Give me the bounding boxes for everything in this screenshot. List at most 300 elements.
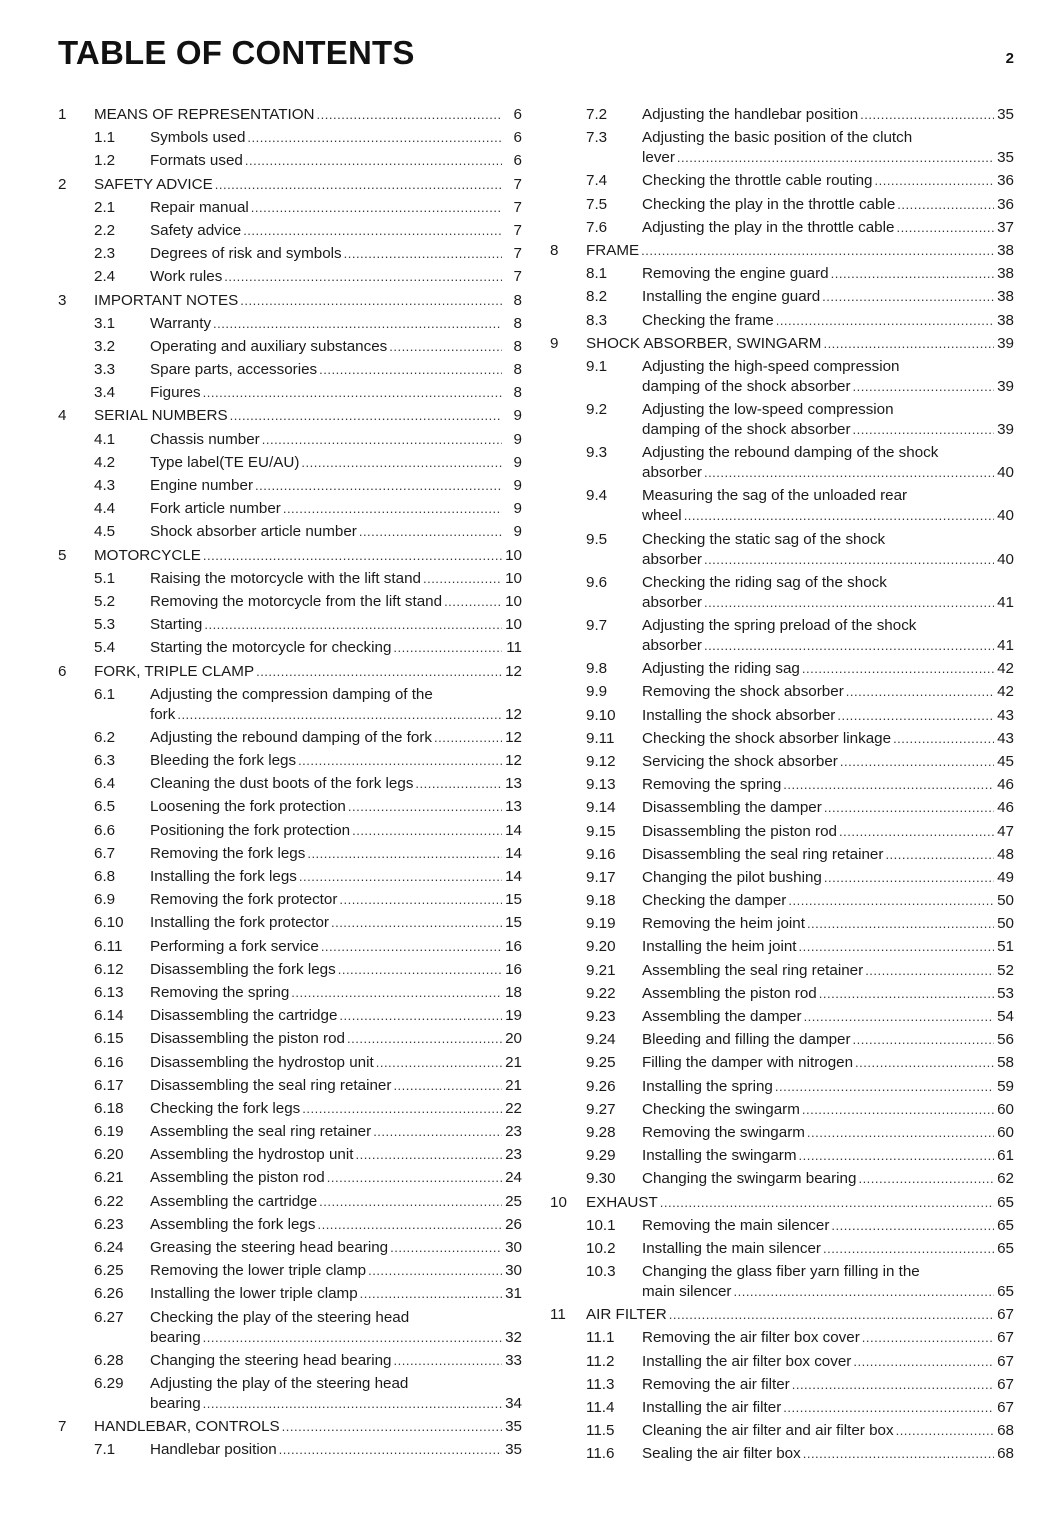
toc-entry-title: Adjusting the high-speed compression bbox=[642, 357, 900, 375]
toc-section[interactable] bbox=[550, 400, 1014, 440]
dot-leader bbox=[352, 821, 502, 841]
toc-entry-title: Installing the air filter box cover bbox=[642, 1352, 852, 1370]
toc-chapter[interactable] bbox=[550, 241, 1014, 261]
toc-section[interactable] bbox=[550, 659, 1014, 679]
toc-section[interactable] bbox=[550, 171, 1014, 191]
toc-section[interactable] bbox=[550, 775, 1014, 795]
toc-section[interactable] bbox=[58, 638, 522, 658]
toc-entry-number: 9.21 bbox=[586, 961, 616, 979]
toc-section[interactable] bbox=[58, 151, 522, 171]
toc-entry-number: 6.10 bbox=[94, 914, 124, 932]
toc-section[interactable] bbox=[58, 1284, 522, 1304]
toc-section[interactable] bbox=[550, 1352, 1014, 1372]
toc-entry-page: 65 bbox=[997, 1283, 1014, 1301]
toc-section[interactable] bbox=[58, 1145, 522, 1165]
toc-section[interactable] bbox=[58, 890, 522, 910]
toc-entry-title: Removing the lower triple clamp bbox=[150, 1262, 367, 1280]
toc-entry-title: Assembling the piston rod bbox=[642, 984, 817, 1002]
toc-entry-title: Changing the swingarm bearing bbox=[642, 1170, 857, 1188]
toc-section[interactable] bbox=[58, 1099, 522, 1119]
toc-entry-page: 14 bbox=[505, 868, 522, 885]
toc-section[interactable] bbox=[58, 1238, 522, 1258]
toc-section[interactable] bbox=[550, 1100, 1014, 1120]
toc-section[interactable] bbox=[550, 530, 1014, 570]
toc-entry-title: Starting the motorcycle for checking bbox=[150, 639, 392, 657]
toc-entry-title: Installing the fork protector bbox=[150, 914, 329, 932]
toc-entry-title: SHOCK ABSORBER, SWINGARM bbox=[586, 334, 822, 352]
toc-section[interactable] bbox=[58, 1122, 522, 1142]
toc-entry-number: 6.17 bbox=[94, 1076, 124, 1094]
toc-entry-number: 4.2 bbox=[94, 453, 116, 471]
dot-leader bbox=[853, 1352, 994, 1372]
toc-section[interactable] bbox=[550, 1398, 1014, 1418]
dot-leader bbox=[802, 1100, 994, 1120]
dot-leader bbox=[317, 105, 502, 125]
toc-entry-page: 49 bbox=[997, 868, 1014, 886]
dot-leader bbox=[301, 453, 502, 473]
toc-entry-page: 15 bbox=[505, 891, 522, 909]
toc-section[interactable] bbox=[550, 128, 1014, 168]
toc-section[interactable] bbox=[58, 476, 522, 496]
toc-entry-page: 9 bbox=[513, 407, 522, 425]
toc-entry-number: 6.5 bbox=[94, 798, 116, 816]
toc-entry-title: Performing a fork service bbox=[150, 937, 319, 955]
toc-section[interactable] bbox=[550, 1007, 1014, 1027]
dot-leader bbox=[862, 1328, 994, 1348]
toc-entry-page: 39 bbox=[997, 334, 1014, 352]
toc-entry-number: 2.4 bbox=[94, 268, 116, 286]
toc-entry-number: 10.1 bbox=[586, 1216, 616, 1234]
toc-entry-number: 6.12 bbox=[94, 960, 124, 978]
toc-entry-number: 6.9 bbox=[94, 891, 116, 909]
toc-entry-number: 2 bbox=[58, 175, 67, 193]
dot-leader bbox=[853, 377, 994, 397]
toc-entry-number: 6.14 bbox=[94, 1007, 124, 1025]
toc-section[interactable] bbox=[550, 1375, 1014, 1395]
toc-entry-page: 6 bbox=[513, 152, 522, 170]
dot-leader bbox=[896, 1421, 994, 1441]
toc-section[interactable] bbox=[550, 1169, 1014, 1189]
toc-entry-page: 26 bbox=[505, 1215, 522, 1233]
toc-entry-title: Handlebar position bbox=[150, 1441, 277, 1459]
toc-section[interactable] bbox=[58, 267, 522, 287]
toc-entry-number: 11.5 bbox=[586, 1422, 615, 1440]
toc-section[interactable] bbox=[58, 314, 522, 334]
toc-entry-number: 11.4 bbox=[586, 1399, 615, 1416]
toc-entry-page: 47 bbox=[997, 822, 1014, 840]
toc-entry-page: 9 bbox=[513, 430, 522, 448]
toc-entry-page: 7 bbox=[513, 221, 522, 239]
toc-section[interactable] bbox=[58, 1076, 522, 1096]
dot-leader bbox=[788, 891, 994, 911]
toc-entry-page: 53 bbox=[997, 984, 1014, 1002]
toc-entry-number: 7.3 bbox=[586, 129, 608, 147]
toc-entry-page: 39 bbox=[997, 377, 1014, 395]
toc-section[interactable] bbox=[58, 937, 522, 957]
dot-leader bbox=[307, 844, 502, 864]
toc-entry-page: 20 bbox=[505, 1030, 522, 1048]
toc-entry-number: 6.27 bbox=[94, 1308, 124, 1326]
toc-section[interactable] bbox=[58, 960, 522, 980]
toc-entry-title: Shock absorber article number bbox=[150, 523, 357, 541]
toc-entry-number: 7 bbox=[58, 1418, 67, 1436]
toc-entry-title: Measuring the sag of the unloaded rear bbox=[642, 487, 908, 505]
toc-entry-number: 6.23 bbox=[94, 1215, 124, 1233]
toc-entry-page: 43 bbox=[997, 706, 1014, 724]
toc-entry-page: 33 bbox=[505, 1351, 522, 1369]
toc-section[interactable] bbox=[58, 1308, 522, 1348]
toc-section[interactable] bbox=[58, 1261, 522, 1281]
toc-section[interactable] bbox=[550, 1262, 1014, 1302]
toc-section[interactable] bbox=[550, 937, 1014, 957]
toc-entry-page: 65 bbox=[997, 1239, 1014, 1257]
toc-section[interactable] bbox=[550, 357, 1014, 397]
toc-section[interactable] bbox=[550, 195, 1014, 215]
dot-leader bbox=[704, 463, 994, 483]
toc-section[interactable] bbox=[550, 891, 1014, 911]
toc-section[interactable] bbox=[58, 685, 522, 725]
toc-chapter[interactable] bbox=[550, 1193, 1014, 1213]
toc-section[interactable] bbox=[550, 1328, 1014, 1348]
toc-section[interactable] bbox=[58, 913, 522, 933]
toc-entry-title: Starting bbox=[150, 616, 203, 634]
toc-entry-page: 7 bbox=[513, 198, 522, 216]
toc-section[interactable] bbox=[550, 1146, 1014, 1166]
dot-leader bbox=[804, 1007, 994, 1027]
toc-section[interactable] bbox=[550, 1077, 1014, 1097]
toc-entry-page: 12 bbox=[505, 705, 522, 723]
toc-entry-title: lever bbox=[642, 149, 675, 167]
dot-leader bbox=[394, 1351, 503, 1371]
toc-entry-number: 6.26 bbox=[94, 1285, 124, 1303]
toc-entry-title: Installing the swingarm bbox=[642, 1147, 797, 1165]
toc-section[interactable] bbox=[58, 821, 522, 841]
dot-leader bbox=[291, 983, 502, 1003]
toc-entry-page: 22 bbox=[505, 1099, 522, 1117]
toc-entry-number: 8.3 bbox=[586, 311, 608, 329]
toc-section[interactable] bbox=[550, 616, 1014, 656]
toc-section[interactable] bbox=[550, 682, 1014, 702]
toc-entry-number: 6.29 bbox=[94, 1374, 124, 1392]
toc-entry-page: 11 bbox=[506, 639, 522, 657]
dot-leader bbox=[853, 1030, 994, 1050]
toc-entry-number: 9.26 bbox=[586, 1077, 616, 1095]
toc-section[interactable] bbox=[58, 360, 522, 380]
toc-section[interactable] bbox=[550, 486, 1014, 526]
toc-section[interactable] bbox=[550, 1444, 1014, 1464]
dot-leader bbox=[423, 569, 502, 589]
dot-leader bbox=[669, 1305, 994, 1325]
toc-section[interactable] bbox=[58, 430, 522, 450]
toc-entry-title: Adjusting the play in the throttle cable bbox=[642, 218, 895, 236]
toc-section[interactable] bbox=[58, 751, 522, 771]
toc-entry-title: FRAME bbox=[586, 241, 640, 259]
dot-leader bbox=[840, 752, 994, 772]
dot-leader bbox=[831, 1216, 994, 1236]
toc-entry-title: EXHAUST bbox=[586, 1193, 658, 1211]
toc-section[interactable] bbox=[550, 798, 1014, 818]
toc-entry-title: Disassembling the fork legs bbox=[150, 960, 336, 978]
toc-entry-title: Installing the spring bbox=[642, 1077, 773, 1095]
toc-entry-number: 7.4 bbox=[586, 172, 608, 190]
toc-entry-number: 9.22 bbox=[586, 984, 616, 1002]
dot-leader bbox=[319, 360, 502, 380]
toc-entry-page: 7 bbox=[513, 268, 522, 286]
toc-section[interactable] bbox=[550, 264, 1014, 284]
toc-entry-title: Disassembling the hydrostop unit bbox=[150, 1053, 374, 1071]
toc-entry-number: 11.2 bbox=[586, 1352, 615, 1370]
toc-entry-page: 67 bbox=[997, 1375, 1014, 1393]
toc-section[interactable] bbox=[58, 1351, 522, 1371]
toc-entry-title: Removing the swingarm bbox=[642, 1123, 805, 1141]
toc-entry-page: 15 bbox=[505, 914, 522, 932]
toc-entry-page: 35 bbox=[997, 149, 1014, 167]
toc-entry-number: 5.1 bbox=[94, 569, 116, 587]
toc-section[interactable] bbox=[58, 867, 522, 887]
toc-entry-title: Raising the motorcycle with the lift stand bbox=[150, 569, 421, 587]
toc-entry-page: 8 bbox=[513, 337, 522, 355]
toc-section[interactable] bbox=[550, 729, 1014, 749]
toc-entry-title: absorber bbox=[642, 550, 702, 568]
toc-section[interactable] bbox=[58, 1374, 522, 1414]
toc-entry-number: 9.28 bbox=[586, 1123, 616, 1141]
toc-entry-page: 10 bbox=[505, 616, 522, 634]
toc-section[interactable] bbox=[58, 453, 522, 473]
toc-section[interactable] bbox=[58, 592, 522, 612]
toc-entry-page: 21 bbox=[505, 1053, 522, 1071]
dot-leader bbox=[338, 960, 502, 980]
toc-section[interactable] bbox=[58, 244, 522, 264]
toc-entry-title: Disassembling the damper bbox=[642, 799, 822, 817]
toc-section[interactable] bbox=[58, 1192, 522, 1212]
toc-entry-number: 9.17 bbox=[586, 868, 616, 886]
toc-entry-page: 35 bbox=[505, 1418, 522, 1436]
toc-section[interactable] bbox=[58, 1215, 522, 1235]
page-number: 2 bbox=[1005, 50, 1014, 67]
toc-entry-title: Type label(TE EU/AU) bbox=[150, 453, 300, 471]
dot-leader bbox=[243, 221, 502, 241]
toc-chapter[interactable] bbox=[58, 105, 522, 125]
toc-section[interactable] bbox=[58, 1168, 522, 1188]
toc-entry-number: 3.2 bbox=[94, 337, 116, 355]
toc-entry-title: bearing bbox=[150, 1394, 201, 1412]
toc-entry-title: Removing the fork legs bbox=[150, 844, 306, 862]
toc-entry-page: 68 bbox=[997, 1422, 1014, 1440]
toc-entry-title: absorber bbox=[642, 637, 702, 654]
toc-chapter[interactable] bbox=[58, 406, 522, 426]
toc-section[interactable] bbox=[58, 844, 522, 864]
toc-entry-title: Servicing the shock absorber bbox=[642, 752, 838, 770]
toc-entry-number: 9.10 bbox=[586, 706, 616, 724]
toc-section[interactable] bbox=[58, 337, 522, 357]
dot-leader bbox=[317, 1215, 502, 1235]
toc-entry-number: 9.5 bbox=[586, 530, 608, 548]
toc-section[interactable] bbox=[550, 573, 1014, 613]
toc-entry-number: 6.25 bbox=[94, 1262, 124, 1280]
toc-section[interactable] bbox=[550, 105, 1014, 125]
toc-entry-page: 38 bbox=[997, 288, 1014, 306]
toc-entry-page: 37 bbox=[997, 218, 1014, 236]
toc-chapter[interactable] bbox=[58, 175, 522, 195]
toc-section[interactable] bbox=[550, 752, 1014, 772]
toc-entry-title: Adjusting the compression damping of the bbox=[150, 685, 433, 703]
toc-entry-title: Adjusting the play of the steering head bbox=[150, 1374, 409, 1392]
toc-entry-number: 11.3 bbox=[586, 1375, 615, 1393]
toc-section[interactable] bbox=[58, 615, 522, 635]
toc-entry-page: 12 bbox=[505, 662, 522, 680]
toc-section[interactable] bbox=[58, 499, 522, 519]
toc-entry-page: 56 bbox=[997, 1031, 1014, 1049]
toc-entry-title: HANDLEBAR, CONTROLS bbox=[94, 1418, 280, 1436]
toc-chapter[interactable] bbox=[550, 334, 1014, 354]
toc-entry-title: Adjusting the spring preload of the shock bbox=[642, 617, 917, 634]
toc-section[interactable] bbox=[550, 1030, 1014, 1050]
toc-section[interactable] bbox=[550, 868, 1014, 888]
toc-section[interactable] bbox=[58, 1053, 522, 1073]
toc-entry-title: Filling the damper with nitrogen bbox=[642, 1054, 854, 1072]
toc-section[interactable] bbox=[58, 198, 522, 218]
toc-section[interactable] bbox=[58, 797, 522, 817]
toc-entry-page: 31 bbox=[505, 1285, 522, 1303]
toc-section[interactable] bbox=[58, 1029, 522, 1049]
toc-entry-number: 6.22 bbox=[94, 1192, 124, 1210]
toc-entry-page: 13 bbox=[505, 798, 522, 816]
toc-entry-number: 5.4 bbox=[94, 639, 116, 657]
toc-section[interactable] bbox=[550, 311, 1014, 331]
toc-entry-page: 67 bbox=[997, 1306, 1014, 1324]
toc-section[interactable] bbox=[58, 383, 522, 403]
toc-section[interactable] bbox=[550, 287, 1014, 307]
toc-entry-title: Bleeding the fork legs bbox=[150, 752, 297, 770]
dot-leader bbox=[282, 1417, 502, 1437]
toc-entry-page: 16 bbox=[505, 937, 522, 955]
toc-entry-page: 46 bbox=[997, 776, 1014, 794]
toc-entry-title: Warranty bbox=[150, 314, 212, 332]
toc-section[interactable] bbox=[58, 569, 522, 589]
toc-section[interactable] bbox=[58, 1006, 522, 1026]
toc-section[interactable] bbox=[550, 984, 1014, 1004]
dot-leader bbox=[348, 797, 502, 817]
dot-leader bbox=[339, 1006, 502, 1026]
dot-leader bbox=[339, 890, 502, 910]
toc-chapter[interactable] bbox=[550, 1305, 1014, 1325]
toc-section[interactable] bbox=[550, 1123, 1014, 1143]
toc-entry-page: 30 bbox=[505, 1239, 522, 1256]
dot-leader bbox=[390, 1238, 502, 1258]
toc-section[interactable] bbox=[550, 1216, 1014, 1236]
toc-entry-title: Removing the heim joint bbox=[642, 915, 805, 933]
dot-leader bbox=[321, 937, 502, 957]
toc-section[interactable] bbox=[58, 728, 522, 748]
toc-entry-number: 6.7 bbox=[94, 844, 116, 862]
dot-leader bbox=[373, 1122, 502, 1142]
toc-chapter[interactable] bbox=[58, 546, 522, 566]
toc-entry-title: Chassis number bbox=[150, 430, 260, 448]
toc-section[interactable] bbox=[550, 1421, 1014, 1441]
toc-entry-title: Degrees of risk and symbols bbox=[150, 245, 342, 263]
toc-entry-title: Engine number bbox=[150, 477, 254, 494]
toc-entry-title: main silencer bbox=[642, 1283, 732, 1301]
toc-entry-title: Installing the air filter bbox=[642, 1399, 782, 1416]
toc-section[interactable] bbox=[550, 914, 1014, 934]
toc-entry-number: 9.30 bbox=[586, 1170, 616, 1188]
toc-entry-number: 2.2 bbox=[94, 221, 116, 239]
dot-leader bbox=[677, 148, 994, 168]
toc-entry-number: 6.15 bbox=[94, 1030, 124, 1048]
toc-entry-number: 9.25 bbox=[586, 1054, 616, 1072]
toc-entry-number: 4.5 bbox=[94, 523, 116, 541]
dot-leader bbox=[415, 774, 502, 794]
toc-entry-title: Installing the heim joint bbox=[642, 938, 797, 956]
toc-section[interactable] bbox=[550, 218, 1014, 238]
toc-entry-number: 9.15 bbox=[586, 822, 616, 840]
toc-entry-title: Loosening the fork protection bbox=[150, 798, 346, 816]
toc-entry-number: 6 bbox=[58, 662, 67, 680]
toc-entry-number: 7.1 bbox=[94, 1441, 116, 1459]
dot-leader bbox=[319, 1192, 502, 1212]
toc-section[interactable] bbox=[58, 522, 522, 542]
toc-entry-page: 38 bbox=[997, 311, 1014, 329]
toc-section[interactable] bbox=[58, 983, 522, 1003]
toc-section[interactable] bbox=[58, 1440, 522, 1460]
toc-entry-title: Installing the main silencer bbox=[642, 1239, 821, 1257]
dot-leader bbox=[839, 822, 994, 842]
dot-leader bbox=[389, 337, 502, 357]
toc-entry-number: 6.6 bbox=[94, 821, 116, 839]
toc-entry-number: 11.6 bbox=[586, 1445, 615, 1463]
toc-entry-number: 9.16 bbox=[586, 845, 616, 863]
toc-entry-page: 67 bbox=[997, 1399, 1014, 1416]
dot-leader bbox=[393, 638, 502, 658]
dot-leader bbox=[279, 1440, 502, 1460]
toc-entry-page: 18 bbox=[505, 983, 522, 1001]
toc-section[interactable] bbox=[58, 774, 522, 794]
toc-section[interactable] bbox=[550, 845, 1014, 865]
toc-column-right bbox=[550, 105, 1014, 1468]
toc-section[interactable] bbox=[550, 706, 1014, 726]
toc-section[interactable] bbox=[550, 443, 1014, 483]
toc-section[interactable] bbox=[550, 1239, 1014, 1259]
toc-entry-number: 6.2 bbox=[94, 728, 116, 746]
toc-entry-title: Work rules bbox=[150, 268, 223, 286]
dot-leader bbox=[224, 267, 502, 287]
toc-section[interactable] bbox=[58, 128, 522, 148]
toc-section[interactable] bbox=[58, 221, 522, 241]
toc-chapter[interactable] bbox=[58, 1417, 522, 1437]
dot-leader bbox=[893, 729, 994, 749]
toc-entry-page: 54 bbox=[997, 1008, 1014, 1025]
toc-section[interactable] bbox=[550, 1053, 1014, 1073]
toc-entry-number: 3.1 bbox=[94, 314, 116, 332]
toc-entry-page: 19 bbox=[505, 1007, 522, 1025]
toc-entry-title: Checking the riding sag of the shock bbox=[642, 573, 887, 591]
dot-leader bbox=[283, 499, 502, 519]
toc-entry-page: 12 bbox=[505, 752, 522, 770]
toc-entry-title: SAFETY ADVICE bbox=[94, 175, 213, 193]
toc-entry-number: 8.2 bbox=[586, 288, 608, 306]
toc-section[interactable] bbox=[550, 961, 1014, 981]
toc-entry-title: Disassembling the piston rod bbox=[642, 822, 838, 840]
toc-entry-title: Removing the air filter box cover bbox=[642, 1329, 860, 1347]
toc-chapter[interactable] bbox=[58, 662, 522, 682]
toc-entry-number: 4.3 bbox=[94, 477, 116, 494]
toc-section[interactable] bbox=[550, 822, 1014, 842]
toc-entry-title: Removing the motorcycle from the lift stand bbox=[150, 592, 443, 610]
dot-leader bbox=[874, 171, 994, 191]
toc-chapter[interactable] bbox=[58, 291, 522, 311]
toc-entry-number: 2.1 bbox=[94, 198, 116, 216]
toc-entry-number: 4.1 bbox=[94, 430, 116, 448]
